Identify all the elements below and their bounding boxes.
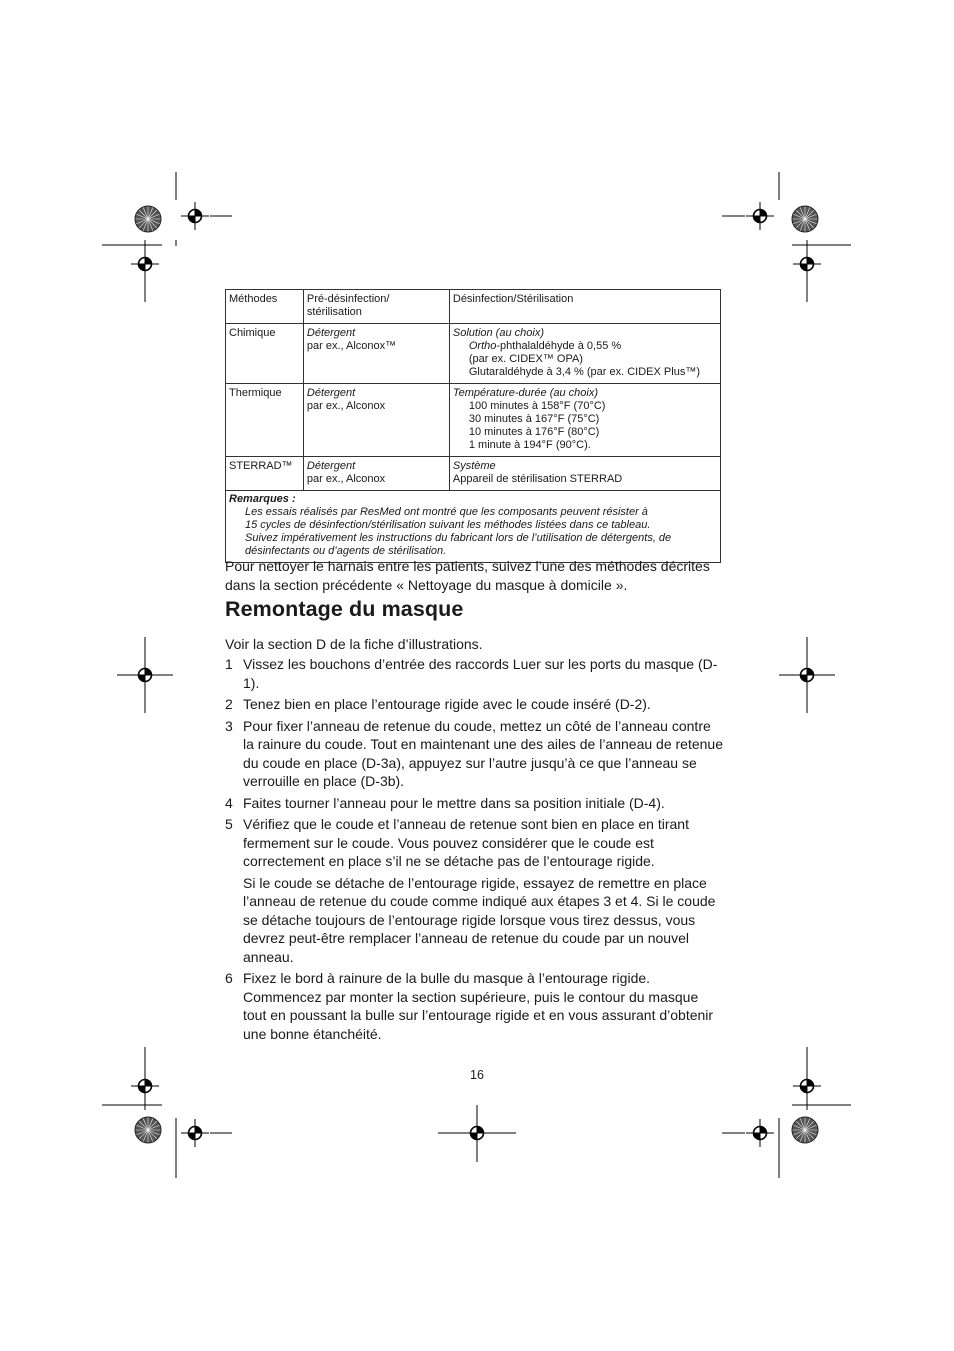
table-notes-row — [226, 491, 721, 563]
dis-title: Solution (au choix) — [452, 327, 544, 339]
section-heading: Remontage du masque — [225, 597, 464, 621]
step-item — [225, 655, 725, 692]
dis-line: 1 minute à 194°F (90°C). — [468, 439, 591, 451]
step-item — [225, 794, 725, 813]
table-row — [226, 324, 721, 384]
crop-mark-middle-right — [779, 637, 835, 713]
reassembly-steps — [225, 655, 725, 1046]
crop-mark-middle-left — [117, 637, 173, 713]
dis-line: Glutaraldéhyde à 3,4 % (par ex. CIDEX Plus™) — [468, 366, 700, 378]
dis-title: Température-durée (au choix) — [452, 387, 598, 399]
header-pre-disinfection: Pré-désinfection/ stérilisation — [303, 290, 449, 324]
disinfection-cell — [449, 384, 720, 457]
crop-mark-top-right — [722, 172, 851, 302]
table-row — [226, 384, 721, 457]
notes-title: Remarques : — [229, 493, 296, 505]
table-header-row — [226, 290, 721, 324]
step-number: 5 — [225, 816, 233, 832]
step-text: Tenez bien en place l’entourage rigide avec le coude inséré (D-2). — [243, 696, 651, 712]
pre-disinfection-cell — [303, 384, 449, 457]
step-text: Fixez le bord à rainure de la bulle du masque à l’entourage rigide. Commencez par monter la section supérieure, puis le contour du masque tout en poussant la bulle sur l’entourage rigide et en vous assurant d’obtenir une bonne étanchéité. — [243, 970, 714, 1042]
step-number: 6 — [225, 970, 233, 986]
crop-mark-bottom-left — [102, 1047, 232, 1178]
pre-detail: par ex., Alconox — [306, 400, 386, 412]
step-number: 4 — [225, 794, 233, 811]
dis-line: (par ex. CIDEX™ OPA) — [468, 353, 583, 365]
disinfection-methods-table — [225, 289, 721, 563]
disinfection-cell — [449, 324, 720, 384]
method-cell: STERRAD™ — [226, 457, 304, 491]
disinfection-cell — [449, 457, 720, 491]
table-row — [226, 457, 721, 491]
notes-line: Suivez impérativement les instructions du fabricant lors de l’utilisation de détergents, de — [245, 532, 672, 544]
dis-line: 10 minutes à 176°F (80°C) — [468, 426, 600, 438]
dis-line: 30 minutes à 167°F (75°C) — [468, 413, 600, 425]
pre-disinfection-cell — [303, 457, 449, 491]
step-number: 2 — [225, 696, 233, 712]
method-cell: Thermique — [226, 384, 304, 457]
page-number: 16 — [470, 1068, 484, 1082]
step-text: Faites tourner l’anneau pour le mettre dans sa position initiale (D-4). — [243, 794, 665, 811]
step-text: Si le coude se détache de l’entourage rigide, essayez de remettre en place l’anneau de retenue du coude comme indiqué aux étapes 3 et 4. Si le coude se détache toujours de l’entourage rigide lorsque vous tirez dessus, vous devrez peut-être remplacer l’anneau de retenue du coude par un nouvel anneau. — [243, 874, 716, 965]
illustration-reference: Voir la section D de la fiche d’illustrations. — [225, 636, 483, 652]
dis-line-italic: Ortho — [468, 340, 497, 352]
dis-line — [453, 340, 717, 353]
header-methods: Méthodes — [226, 290, 304, 324]
step-item — [225, 695, 725, 714]
dis-line-text: -phthalaldéhyde à 0,55 % — [496, 340, 622, 352]
dis-title: Système — [452, 460, 496, 472]
step-text: Pour fixer l’anneau de retenue du coude, mettez un côté de l’anneau contre la rainure du coude. Tout en maintenant une des ailes de l’anneau de retenue du coude en place (D-3a), appuyez sur l’autre jusqu’à ce que l’anneau se verrouille en place (D-3b). — [243, 717, 723, 789]
step-number: 3 — [225, 717, 233, 734]
dis-detail: Appareil de stérilisation STERRAD — [452, 473, 623, 485]
pre-detail: par ex., Alconox™ — [306, 340, 397, 352]
notes-line: 15 cycles de désinfection/stérilisation suivant les méthodes listées dans ce tableau. — [245, 519, 651, 531]
crop-mark-bottom-right — [722, 1047, 851, 1178]
pre-title: Détergent — [306, 460, 356, 472]
step-number: 1 — [225, 656, 233, 672]
notes-cell — [226, 491, 721, 563]
intro-paragraph: Pour nettoyer le harnais entre les patients, suivez l’une des méthodes décrites dans la section précédente « Nettoyage du masque à domicile ». — [225, 558, 710, 593]
crop-mark-bottom-center — [438, 1105, 516, 1162]
method-cell: Chimique — [226, 324, 304, 384]
step-text: Vérifiez que le coude et l’anneau de retenue sont bien en place en tirant fermement sur le coude. Vous pouvez considérer que le coude est correctement en place s’il ne se détache pas de l’entourage rigide. — [243, 816, 689, 869]
dis-line: 100 minutes à 158°F (70°C) — [468, 400, 606, 412]
pre-title: Détergent — [306, 387, 356, 399]
crop-mark-top-left — [102, 172, 232, 302]
pre-detail: par ex., Alconox — [306, 473, 386, 485]
step-item — [225, 969, 725, 1043]
notes-line: Les essais réalisés par ResMed ont montré que les composants peuvent résister à — [245, 506, 648, 518]
step-item — [225, 717, 725, 791]
step-text: Vissez les bouchons d’entrée des raccords Luer sur les ports du masque (D-1). — [243, 656, 718, 691]
pre-title: Détergent — [306, 327, 356, 339]
step-item — [225, 815, 725, 966]
pre-disinfection-cell — [303, 324, 449, 384]
notes-line: désinfectants ou d’agents de stérilisation. — [245, 545, 447, 557]
header-disinfection: Désinfection/Stérilisation — [449, 290, 720, 324]
